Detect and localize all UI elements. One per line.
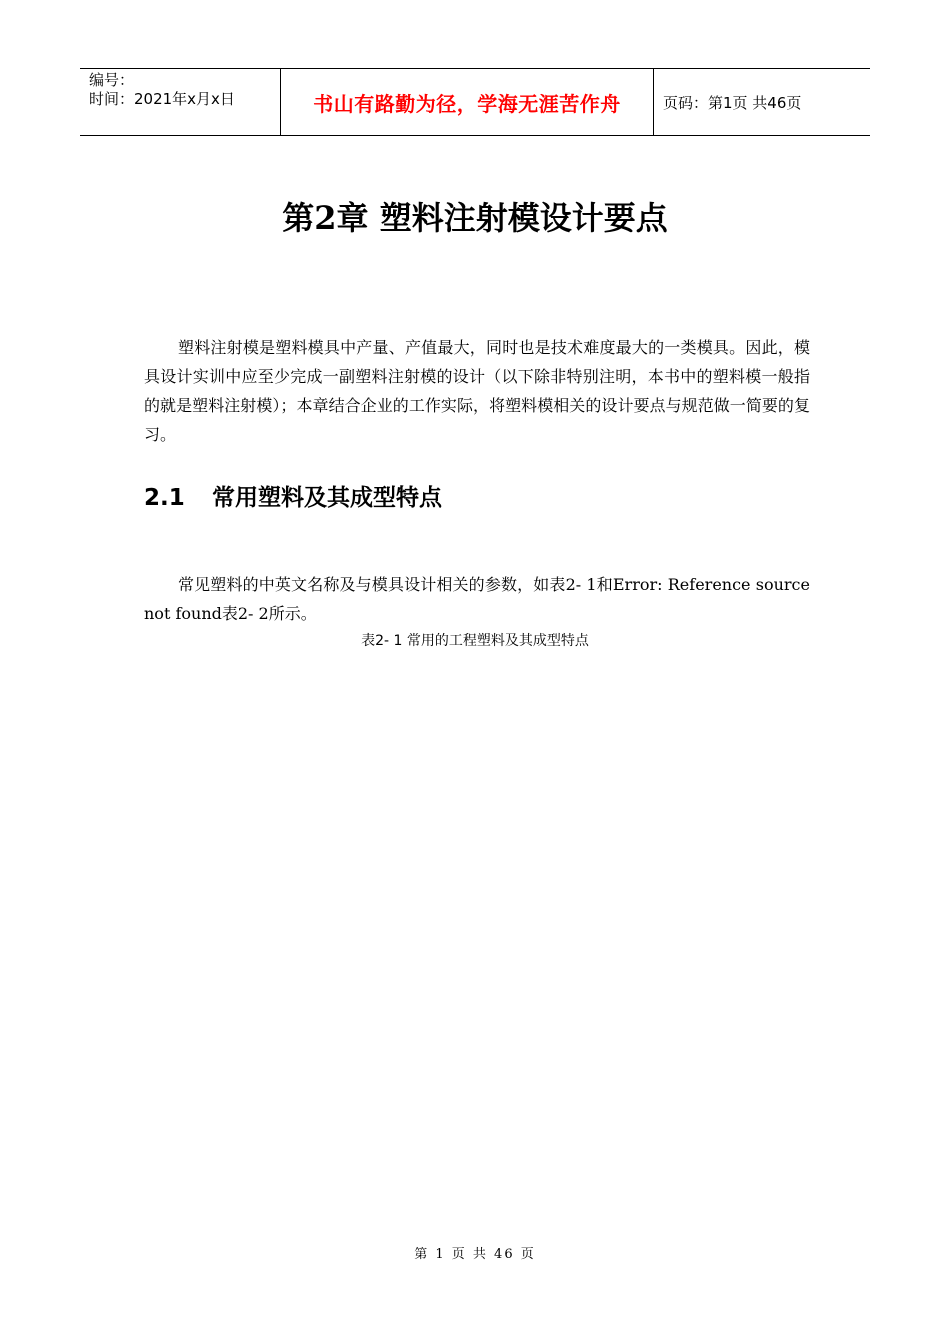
section-paragraph: 常见塑料的中英文名称及与模具设计相关的参数，如表2- 1和Error: Reference source not found表2- 2所示。 bbox=[144, 575, 810, 623]
header-page-cell bbox=[654, 69, 870, 135]
page-footer: 第 1 页 共 46 页 bbox=[414, 1247, 536, 1262]
section-number: 2.1 bbox=[144, 485, 185, 511]
table-caption: 表2- 1 常用的工程塑料及其成型特点 bbox=[361, 633, 589, 649]
section-heading bbox=[144, 478, 442, 518]
chapter-title: 第2章 塑料注射模设计要点 bbox=[282, 199, 668, 237]
document-date: 时间：2021年x月x日 bbox=[89, 90, 235, 108]
intro-paragraph: 塑料注射模是塑料模具中产量、产值最大，同时也是技术难度最大的一类模具。因此，模具设计实训中应至少完成一副塑料注射模的设计（以下除非特别注明，本书中的塑料模一般指的就是塑料注射模）；本章结合企业的工作实际，将塑料模相关的设计要点与规范做一简要的复习。 bbox=[144, 338, 810, 444]
document-number-label: 编号： bbox=[89, 71, 135, 89]
header-page-info: 页码：第1页 共46页 bbox=[663, 93, 802, 112]
header-motto: 书山有路勤为径，学海无涯苦作舟 bbox=[313, 91, 621, 116]
document-header bbox=[80, 68, 870, 136]
section-title: 常用塑料及其成型特点 bbox=[212, 485, 442, 511]
header-motto-cell bbox=[281, 69, 654, 135]
header-meta-cell bbox=[80, 69, 281, 135]
